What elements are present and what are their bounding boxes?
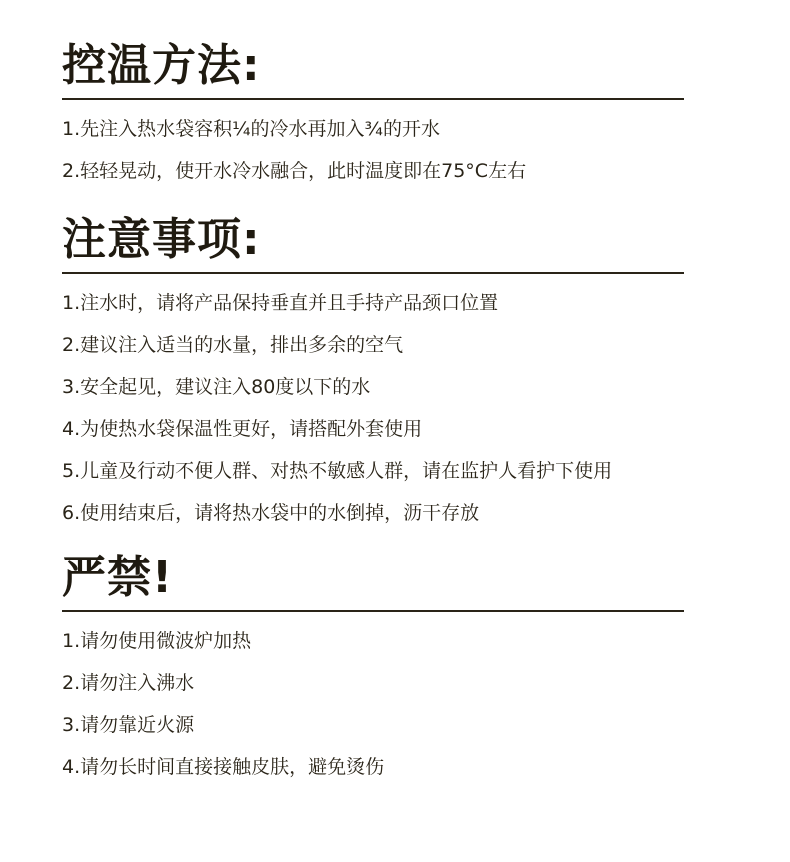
list-item: 6.使用结束后，请将热水袋中的水倒掉，沥干存放 [62, 502, 480, 524]
list-item: 3.请勿靠近火源 [62, 714, 195, 736]
section-divider [62, 98, 684, 100]
temperature-control-heading: 控温方法: [62, 40, 261, 91]
precautions-heading: 注意事项: [62, 214, 261, 265]
list-item: 3.安全起见，建议注入80度以下的水 [62, 376, 371, 398]
section-divider [62, 610, 684, 612]
precautions-list [62, 282, 684, 534]
list-item: 2.轻轻晃动，使开水冷水融合，此时温度即在75°C左右 [62, 160, 527, 182]
temperature-control-section [62, 40, 684, 192]
section-divider [62, 272, 684, 274]
list-item: 5.儿童及行动不便人群、对热不敏感人群，请在监护人看护下使用 [62, 460, 613, 482]
list-item: 2.建议注入适当的水量，排出多余的空气 [62, 334, 404, 356]
list-item: 1.注水时，请将产品保持垂直并且手持产品颈口位置 [62, 292, 499, 314]
list-item: 1.先注入热水袋容积¼的冷水再加入¾的开水 [62, 118, 440, 140]
precautions-section [62, 214, 684, 534]
prohibited-heading: 严禁! [62, 552, 174, 603]
temperature-control-list [62, 108, 684, 192]
list-item: 1.请勿使用微波炉加热 [62, 630, 252, 652]
list-item: 2.请勿注入沸水 [62, 672, 195, 694]
list-item: 4.为使热水袋保温性更好，请搭配外套使用 [62, 418, 423, 440]
prohibited-section [62, 552, 684, 788]
prohibited-list [62, 620, 684, 788]
list-item: 4.请勿长时间直接接触皮肤，避免烫伤 [62, 756, 385, 778]
